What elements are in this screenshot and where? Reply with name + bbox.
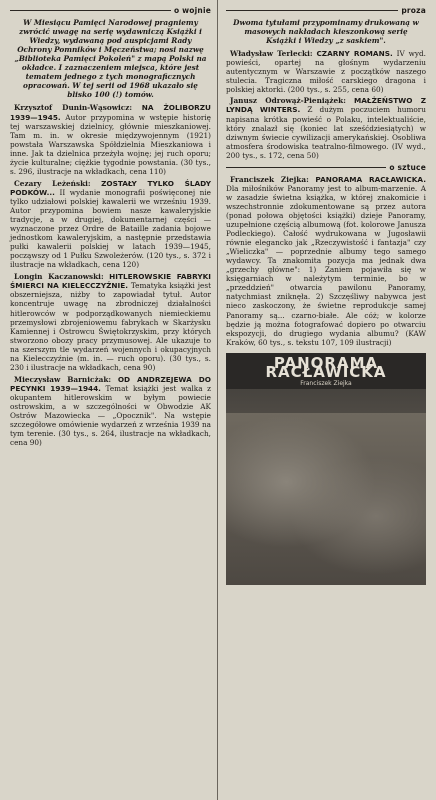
book-entry xyxy=(10,103,211,175)
entry-author: Longin Kaczanowski: xyxy=(14,272,104,282)
book-entry xyxy=(10,375,211,447)
header-rule xyxy=(10,10,171,11)
panorama-book-cover-image xyxy=(226,353,426,585)
column-divider xyxy=(217,0,218,800)
section-tag-art: o sztuce xyxy=(389,162,426,172)
left-column xyxy=(6,0,215,800)
book-entry xyxy=(10,179,211,269)
intro-text-right: Dwoma tytułami przypominamy drukowaną w masowych nakładach kieszonkową serię Książki i Wiedzy „z saskiem". xyxy=(233,18,419,46)
battle-scene-illustration xyxy=(226,413,426,585)
entry-title: ZOSTAŁY TYLKO ŚLADY PODKÓW... xyxy=(10,178,211,197)
cover-title: PANORAMA RACŁAWICKA xyxy=(265,353,387,381)
entry-author: Władysław Terlecki: xyxy=(230,49,313,59)
entry-title: CZARNY ROMANS. xyxy=(316,49,393,59)
entry-author: Franciszek Ziejka: xyxy=(230,174,309,184)
header-rule xyxy=(226,167,386,168)
book-entry xyxy=(10,272,211,372)
section-header-war xyxy=(10,6,211,15)
section-tag-war: o wojnie xyxy=(173,6,211,15)
book-entry xyxy=(226,96,426,159)
entry-author: Cezary Leżeński: xyxy=(14,178,91,188)
entry-title: HITLEROWSKIE FABRYKI ŚMIERCI NA KIELECCZYŹNIE. xyxy=(10,272,211,291)
right-column xyxy=(222,0,430,800)
entry-title: PANORAMA RACŁAWICKA. xyxy=(315,174,426,184)
book-entry xyxy=(226,49,426,94)
entry-author: Janusz Odrowąż-Pieniążek: xyxy=(230,96,346,106)
entry-author: Krzysztof Dunin-Wąsowicz: xyxy=(14,103,133,113)
entry-body: Temat książki jest walka z okupantem hitlerowskim w byłym powiecie ostrowskim, a w szczególności w Obwodzie AK Ostrów Mazowiecka — „Opocznik". Na wstępie szczegółowe omówienie wydarzeń z września 1939 na tym terenie. (30 tys., s. 264, ilustracje na wkładkach, cena 90) xyxy=(10,383,211,448)
header-rule xyxy=(226,10,398,11)
entry-body: Dla miłośników Panoramy jest to album-marzenie. A w zasadzie świetna książka, w której znakomicie i wszechstronnie zdokumentowane są przez autora (ponad połowa objętości książki) dzieje Panoramy, uzupełnione częścią albumową (fot. kolorowe Janusza Podleckiego). Całość wydrukowana w Jugosławii równie elegancko jak „Rzeczywistość i fantazja" czy „Wieliczka" — poprzednie albumy tego samego wydawcy. Ta znakomita pozycja ma jednak dwa „grzechy główne": 1) Zaniem pojawiła się w księgarniach w należytym terminie, bo w „przeddzień" otwarcia pawilonu Panoramy, natychmiast zniknęła. 2) Szczęśliwy nabywca jest nieco zaskoczony, że świetne reprodukcje samej Panoramy są... czarno-białe. Ale cóż; w kolorze będzie ją można fotografować dopiero po otwarciu ekspozycji, do drugiego wydania albumu? (KAW Kraków, 60 tys., s. tekstu 107, 109 ilustracji) xyxy=(226,183,426,347)
entry-title: NA ŻOLIBORZU 1939—1945. xyxy=(10,103,211,122)
entry-body: IV wyd. powieści, opartej na głośnym wydarzeniu autentycznym w Warszawie z początków naszego stulecia. Tragiczna miłość carskiego dragona i polskiej aktorki. (200 tys., s. 255, cena 60) xyxy=(226,49,426,95)
section-header-prose xyxy=(226,6,426,15)
cover-author: Franciszek Ziejka xyxy=(300,379,352,387)
entry-body: II wydanie monografii poświęconej nie tylko udziałowi polskiej kawalerii we wrześniu 1939. Autor przypomina bowiem nasze kawaleryjskie tradycje, a w drugiej, dokumentarnej części — wyznaczone przez Ordre de Bataille zadania bojowe jednostkom kawaleryjskim, a następnie przedstawia pułki kawalerii polskiej w latach 1939—1945, począwszy od 1 Pułku Szwoleżerów. (120 tys., s. 372 i ilustracje na wkładkach, cena 120) xyxy=(10,187,211,270)
entry-body: Tematyka książki jest obszerniejsza, niżby to zapowiadał tytuł. Autor koncentruje uwagę na zbrodniczej działalności hitlerowców w podporządkowanych niemieckiemu przemysłowi zbrojeniowemu fabrykach w Skarżysku Kamiennej i Ostrowcu Świętokrzyskim, przy których stworzono obozy pracy przymusowej. Ale ukazuje to na szerszym tle wydarzeń wojennych i okupacyjnych na Kielecczyźnie (m. in. — ruch oporu). (30 tys., s. 230 i ilustracje na wkładkach, cena 90) xyxy=(10,281,212,372)
entry-body: Autor przypomina w wstępie historię tej warszawskiej dzielnicy, głównie mieszkaniowej. Tam m. in. w okresie międzywojennym (1921) powstała Warszawska Spółdzielnia Mieszkaniowa i inne. Jak ta dzielnica przeżyła wojnę; jej ruch oporu; życie kulturalne; ciężkie tygodnie powstania. (30 tys., s. 296, ilustracje na wkładkach, cena 110) xyxy=(10,112,212,176)
entry-author: Mieczysław Barnicżak: xyxy=(14,374,112,384)
entry-title: OD ANDRZEJEWA DO PECYNKI 1939—1944. xyxy=(10,374,211,393)
entry-title: MAŁŻEŃSTWO Z LYNDĄ WINTERS. xyxy=(226,96,426,115)
section-tag-prose: proza xyxy=(401,6,426,15)
intro-text-left: W Miesiącu Pamięci Narodowej pragniemy zwrócić uwagę na serię wydawniczą Książki i Wiedzy, wydawaną pod auspicjami Rady Ochrony Pomników i Męczeństwa; nosi nazwę „Biblioteka Pamięci Pokoleń" z mapą Polski na okładce. I zaznaczeniem miejsca, które jest tematem jednego z tych monograficznych opracowań. W tej serii od 1968 ukazało się blisko 100 (!) tomów. xyxy=(14,18,207,100)
section-header-art xyxy=(226,163,426,172)
entry-body: Z dużym poczuciem humoru napisana krótka powieść o Polaku, intelektualiście, który znalazł się (koniec lat sześćdziesiątych) w dziwnym świecie cywilizacji amerykańskiej. Osobliwa atmosfera środowiska teatralno-filmowego. (IV wyd., 200 tys., s. 172, cena 50) xyxy=(226,105,426,160)
book-entry xyxy=(226,175,426,347)
